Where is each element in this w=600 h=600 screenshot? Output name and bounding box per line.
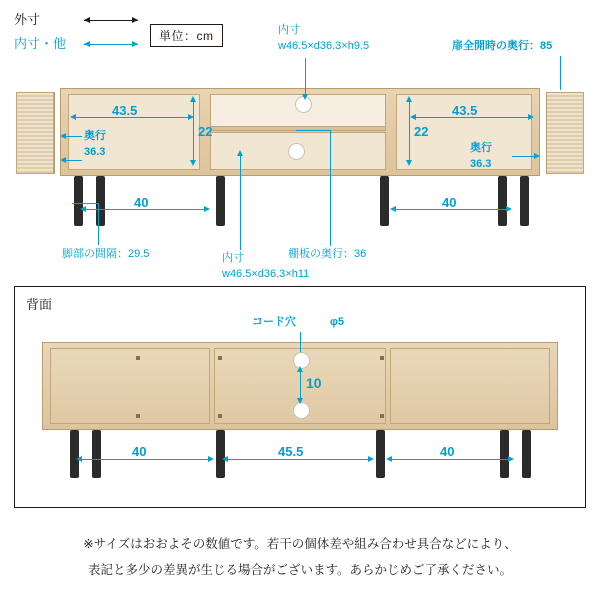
unit-box: 単位：cm [150, 24, 223, 47]
depth-left-arrow-1 [60, 133, 66, 139]
callout-shelf-depth: 棚板の奥行：36 [288, 248, 367, 260]
legend-outer-label: 外寸 [14, 12, 41, 27]
hinge-mark-6 [380, 414, 384, 418]
left-door-edge [54, 92, 55, 174]
hinge-mark-3 [218, 356, 222, 360]
callout-inner-bottom-line1: 内寸 [222, 252, 244, 264]
dim-left-height: 22 [198, 124, 213, 139]
leader-shelf-depth [330, 130, 331, 246]
dim-right-legspan: 40 [442, 195, 457, 210]
dim-left-width: 43.5 [112, 103, 138, 118]
dim-back-center-arrow-l [222, 456, 228, 462]
dim-cord-spacing-line [300, 368, 301, 401]
section-gap [0, 281, 600, 282]
dim-cord-spacing-arrow-d [297, 398, 303, 404]
dim-right-height: 22 [414, 124, 429, 139]
depth-right-line2: 36.3 [470, 158, 492, 170]
legend-outer-arrow-right [132, 17, 138, 23]
dim-right-height-line [409, 98, 410, 164]
cord-hole-front-lower-icon [288, 143, 305, 160]
door-open-leader [560, 56, 561, 90]
back-view-title: 背面 [26, 297, 53, 312]
dim-left-legspan: 40 [134, 195, 149, 210]
dim-right-width-arrow-l [410, 114, 416, 120]
legend-inner-line [84, 44, 138, 45]
dim-back-center-arrow-r [368, 456, 374, 462]
callout-inner-top-line1: 内寸 [278, 24, 300, 36]
hinge-mark-5 [380, 356, 384, 360]
legend-inner-arrow-right [132, 41, 138, 47]
dim-back-left-arrow-r [208, 456, 214, 462]
dim-right-width-arrow-r [528, 114, 534, 120]
dim-left-legspan-arrow-l [80, 206, 86, 212]
depth-right-line1: 奥行 [470, 142, 492, 154]
leg-back-2 [92, 430, 101, 478]
leader-inner-bottom-arrow [237, 150, 243, 156]
right-door-open [546, 92, 584, 174]
callout-door-open-depth: 扉全開時の奥行：85 [452, 40, 553, 52]
footnote-line2: 表記と多少の差異が生じる場合がございます。あらかじめご了承ください。 [87, 563, 512, 577]
leg-back-1 [70, 430, 79, 478]
leg-front-3 [216, 176, 225, 226]
leg-back-5 [500, 430, 509, 478]
legend-inner-label: 内寸・他 [14, 36, 67, 51]
leader-shelf-depth-h [296, 130, 331, 131]
callout-leg-gap: 脚部の間隔：29.5 [62, 248, 150, 260]
callout-inner-bottom-line2: w46.5×d36.3×h11 [222, 268, 310, 280]
dim-right-height-arrow-u [406, 96, 412, 102]
leg-gap-lead-h [72, 203, 98, 204]
dim-back-right-arrow-r [508, 456, 514, 462]
dim-right-legspan-arrow-r [506, 206, 512, 212]
dim-left-height-arrow-d [190, 160, 196, 166]
hinge-mark-4 [218, 414, 222, 418]
legend-inner-arrow-left [84, 41, 90, 47]
hinge-mark-1 [136, 356, 140, 360]
left-door-open [16, 92, 54, 174]
dim-cord-spacing: 10 [306, 375, 322, 391]
depth-left-arrow-2 [60, 157, 66, 163]
leg-back-6 [522, 430, 531, 478]
legend-outer-line [84, 20, 138, 21]
dim-left-height-arrow-u [190, 96, 196, 102]
depth-right-arrow [534, 153, 540, 159]
hinge-mark-2 [136, 414, 140, 418]
dim-cord-spacing-arrow-u [297, 366, 303, 372]
dim-right-height-arrow-d [406, 160, 412, 166]
cord-hole-back-lower-icon [293, 402, 310, 419]
dim-right-legspan-arrow-l [390, 206, 396, 212]
leg-front-6 [520, 176, 529, 226]
leg-back-3 [216, 430, 225, 478]
leg-gap-lead-v [98, 203, 99, 245]
callout-inner-top-line2: w46.5×d36.3×h9.5 [278, 40, 370, 52]
back-panel-left [50, 348, 210, 424]
dim-back-right: 40 [440, 444, 455, 459]
dim-back-center: 45.5 [278, 444, 304, 459]
depth-left-line1: 奥行 [84, 130, 106, 142]
leader-inner-bottom [240, 152, 241, 250]
back-panel-right [390, 348, 550, 424]
cord-hole-diameter: φ5 [330, 316, 344, 328]
dim-back-right-arrow-l [386, 456, 392, 462]
cord-hole-label: コード穴 [252, 316, 296, 328]
depth-right-lead [512, 156, 536, 157]
depth-left-line2: 36.3 [84, 146, 106, 158]
leader-inner-top [305, 58, 306, 98]
dim-back-left-arrow-l [76, 456, 82, 462]
dim-left-height-line [193, 98, 194, 164]
leg-front-5 [498, 176, 507, 226]
dim-left-legspan-arrow-r [204, 206, 210, 212]
right-door-edge [546, 92, 547, 174]
leg-front-1 [74, 176, 83, 226]
footnote-line1: ※サイズはおおよその数値です。若干の個体差や組み合わせ具合などにより、 [83, 537, 517, 551]
leg-front-4 [380, 176, 389, 226]
leg-back-4 [376, 430, 385, 478]
cord-hole-leader [300, 332, 301, 354]
dim-right-width: 43.5 [452, 103, 478, 118]
dim-left-width-arrow-l [70, 114, 76, 120]
dim-back-left: 40 [132, 444, 147, 459]
legend-outer-arrow-left [84, 17, 90, 23]
leader-inner-top-arrow [302, 94, 308, 100]
